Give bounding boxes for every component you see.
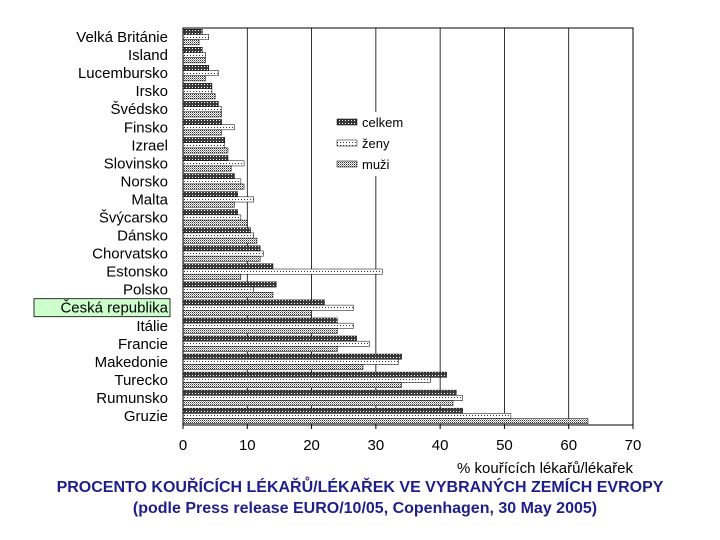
x-tick-label: 20 bbox=[303, 437, 320, 454]
bar-celkem-13 bbox=[183, 264, 273, 269]
bar-celkem-0 bbox=[183, 29, 202, 34]
bar-celkem-11 bbox=[183, 228, 251, 233]
bar-celkem-20 bbox=[183, 390, 456, 395]
bar-ženy-1 bbox=[183, 52, 206, 57]
bar-muži-4 bbox=[183, 112, 222, 117]
bar-celkem-6 bbox=[183, 137, 225, 142]
bar-ženy-21 bbox=[183, 413, 511, 418]
x-tick-label: 10 bbox=[238, 437, 256, 454]
category-label: Itálie bbox=[136, 317, 168, 335]
bar-muži-20 bbox=[183, 401, 453, 406]
category-labels bbox=[34, 29, 170, 425]
bar-muži-9 bbox=[183, 202, 234, 207]
bar-ženy-16 bbox=[183, 323, 353, 328]
bar-celkem-19 bbox=[183, 372, 447, 377]
category-label: Makedonie bbox=[94, 353, 168, 371]
legend bbox=[326, 112, 412, 176]
bar-celkem-8 bbox=[183, 174, 234, 179]
category-label: Lucembursko bbox=[77, 65, 168, 83]
bar-ženy-14 bbox=[183, 287, 254, 292]
bar-ženy-4 bbox=[183, 107, 222, 112]
category-label: Izrael bbox=[131, 137, 168, 155]
bar-celkem-4 bbox=[183, 101, 218, 106]
bar-muži-21 bbox=[183, 419, 588, 424]
bar-celkem-1 bbox=[183, 47, 202, 52]
x-tick-label: 40 bbox=[431, 437, 449, 454]
bar-celkem-12 bbox=[183, 246, 260, 251]
category-label: Malta bbox=[131, 191, 168, 209]
chart-subtitle: (podle Press release EURO/10/05, Copenhagen, 30 May 2005) bbox=[132, 500, 598, 517]
bar-celkem-14 bbox=[183, 282, 276, 287]
bar-muži-14 bbox=[183, 292, 273, 297]
bar-muži-3 bbox=[183, 94, 215, 99]
category-label: Francie bbox=[117, 335, 168, 353]
bar-ženy-10 bbox=[183, 215, 241, 220]
category-label: Turecko bbox=[114, 371, 168, 389]
bar-ženy-12 bbox=[183, 251, 263, 256]
bar-ženy-18 bbox=[183, 359, 398, 364]
category-label: Česká republika bbox=[60, 299, 168, 317]
bar-muži-1 bbox=[183, 58, 206, 63]
x-tick-label: 0 bbox=[178, 437, 188, 454]
category-label: Norsko bbox=[120, 173, 168, 191]
legend-swatch-ženy bbox=[337, 140, 357, 146]
legend-label-ženy: ženy bbox=[362, 136, 390, 151]
bar-celkem-17 bbox=[183, 336, 357, 341]
x-tick-label: 70 bbox=[624, 437, 642, 454]
x-tick-labels bbox=[179, 425, 642, 454]
bar-ženy-19 bbox=[183, 377, 431, 382]
bar-ženy-8 bbox=[183, 179, 241, 184]
bar-ženy-20 bbox=[183, 395, 463, 400]
category-label: Estonsko bbox=[106, 263, 168, 281]
bar-ženy-17 bbox=[183, 341, 369, 346]
bar-muži-8 bbox=[183, 184, 244, 189]
bar-muži-18 bbox=[183, 364, 363, 369]
bar-ženy-13 bbox=[183, 269, 382, 274]
bar-ženy-7 bbox=[183, 161, 244, 166]
bar-celkem-9 bbox=[183, 192, 238, 197]
bar-celkem-18 bbox=[183, 354, 402, 359]
bar-muži-0 bbox=[183, 40, 199, 45]
bar-celkem-2 bbox=[183, 65, 209, 70]
bar-ženy-3 bbox=[183, 89, 212, 94]
x-tick-label: 60 bbox=[560, 437, 578, 454]
chart-title: PROCENTO KOUŘÍCÍCH LÉKAŘŮ/LÉKAŘEK VE VYBRANÝCH ZEMÍCH EVROPY bbox=[56, 479, 664, 496]
bar-muži-16 bbox=[183, 328, 337, 333]
bar-muži-11 bbox=[183, 238, 257, 243]
bar-celkem-5 bbox=[183, 119, 222, 124]
bar-celkem-3 bbox=[183, 83, 212, 88]
bar-ženy-15 bbox=[183, 305, 353, 310]
bar-muži-5 bbox=[183, 130, 222, 135]
x-tick-label: 30 bbox=[367, 437, 385, 454]
category-label: Velká Británie bbox=[76, 29, 168, 47]
bar-celkem-7 bbox=[183, 156, 228, 161]
bar-celkem-16 bbox=[183, 318, 337, 323]
bar-celkem-15 bbox=[183, 300, 324, 305]
bar-muži-15 bbox=[183, 310, 312, 315]
bar-ženy-9 bbox=[183, 197, 254, 202]
bar-muži-12 bbox=[183, 256, 260, 261]
x-axis-label: % kouřících lékařů/lékařek bbox=[457, 460, 633, 477]
bar-ženy-6 bbox=[183, 143, 225, 148]
legend-swatch-celkem bbox=[337, 119, 357, 125]
x-tick-label: 50 bbox=[496, 437, 513, 454]
category-label: Chorvatsko bbox=[92, 245, 168, 263]
category-label: Finsko bbox=[123, 119, 168, 137]
category-label: Polsko bbox=[122, 281, 168, 299]
category-label: Slovinsko bbox=[103, 155, 168, 173]
bar-muži-10 bbox=[183, 220, 247, 225]
category-label: Gruzie bbox=[123, 407, 168, 425]
bar-muži-19 bbox=[183, 382, 402, 387]
bar-ženy-5 bbox=[183, 125, 234, 130]
bars bbox=[183, 29, 588, 424]
legend-label-celkem: celkem bbox=[362, 115, 404, 130]
legend-swatch-muži bbox=[337, 161, 357, 167]
category-label: Island bbox=[127, 47, 168, 65]
category-label: Švédsko bbox=[110, 101, 168, 119]
bar-celkem-10 bbox=[183, 210, 238, 215]
bar-celkem-21 bbox=[183, 408, 463, 413]
bar-muži-2 bbox=[183, 76, 206, 81]
bar-muži-17 bbox=[183, 346, 337, 351]
bar-ženy-11 bbox=[183, 233, 254, 238]
bar-ženy-0 bbox=[183, 34, 209, 39]
legend-label-muži: muži bbox=[362, 157, 390, 172]
bar-muži-7 bbox=[183, 166, 231, 171]
bar-muži-13 bbox=[183, 274, 241, 279]
category-label: Irsko bbox=[135, 83, 168, 101]
bar-muži-6 bbox=[183, 148, 228, 153]
category-label: Švýcarsko bbox=[98, 209, 168, 227]
category-label: Dánsko bbox=[117, 227, 168, 245]
bar-ženy-2 bbox=[183, 71, 218, 76]
category-label: Rumunsko bbox=[96, 389, 168, 407]
